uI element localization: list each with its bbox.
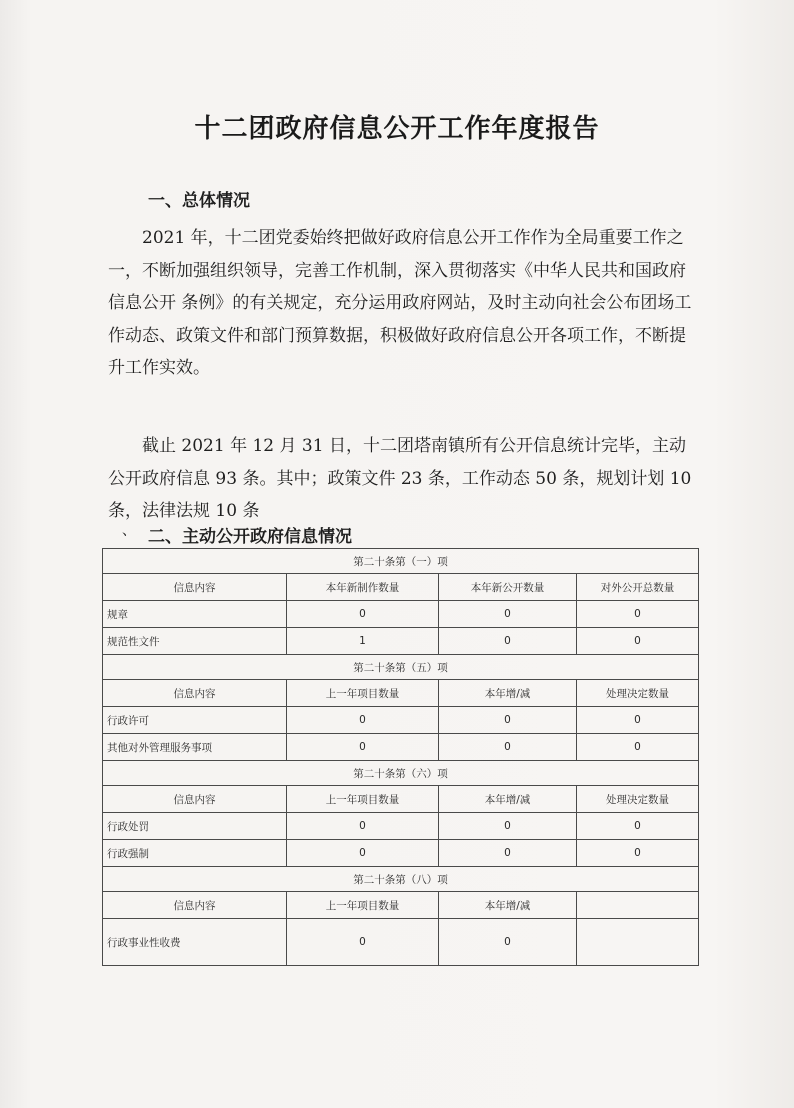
row-label-cell: 行政事业性收费	[103, 919, 287, 966]
value-cell: 0	[439, 840, 577, 867]
overview-paragraph-2-text: 截止 2021 年 12 月 31 日，十二团塔南镇所有公开信息统计完毕，主动公开政府信息 93 条。其中；政策文件 23 条，工作动态 50 条，规划计划 10 条，法律法规 10 条	[108, 436, 692, 521]
header-cell: 本年新公开数量	[439, 574, 577, 601]
header-cell: 处理决定数量	[577, 786, 699, 813]
value-cell: 0	[287, 601, 439, 628]
header-cell: 上一年项目数量	[287, 680, 439, 707]
table-header-row	[103, 574, 699, 601]
value-cell: 0	[577, 707, 699, 734]
value-cell: 0	[577, 628, 699, 655]
section-heading-overview: 一、总体情况	[148, 191, 250, 211]
value-cell	[577, 919, 699, 966]
value-cell: 0	[439, 734, 577, 761]
header-cell: 信息内容	[103, 574, 287, 601]
table-row	[103, 734, 699, 761]
header-cell: 对外公开总数量	[577, 574, 699, 601]
table-row	[103, 919, 699, 966]
table-section-row	[103, 761, 699, 786]
row-label-cell: 规章	[103, 601, 287, 628]
table-section-row	[103, 867, 699, 892]
value-cell: 0	[439, 601, 577, 628]
section-title-cell: 第二十条第（一）项	[103, 549, 699, 574]
header-cell: 信息内容	[103, 680, 287, 707]
value-cell: 0	[577, 601, 699, 628]
header-cell: 本年新制作数量	[287, 574, 439, 601]
table-row	[103, 840, 699, 867]
header-cell: 上一年项目数量	[287, 892, 439, 919]
table-header-row	[103, 680, 699, 707]
value-cell: 0	[287, 919, 439, 966]
row-label-cell: 行政处罚	[103, 813, 287, 840]
value-cell: 0	[287, 707, 439, 734]
overview-paragraph-1	[108, 222, 698, 385]
header-cell: 处理决定数量	[577, 680, 699, 707]
table-row	[103, 601, 699, 628]
value-cell: 0	[577, 840, 699, 867]
value-cell: 0	[577, 813, 699, 840]
table-section-row	[103, 549, 699, 574]
table-row	[103, 707, 699, 734]
section-title-cell: 第二十条第（八）项	[103, 867, 699, 892]
row-label-cell: 规范性文件	[103, 628, 287, 655]
value-cell: 0	[439, 813, 577, 840]
section-title-cell: 第二十条第（五）项	[103, 655, 699, 680]
disclosure-table	[102, 548, 699, 966]
table-header-row	[103, 892, 699, 919]
value-cell: 0	[439, 628, 577, 655]
header-cell: 信息内容	[103, 786, 287, 813]
table-header-row	[103, 786, 699, 813]
section-heading-disclosure: 二、主动公开政府信息情况	[148, 527, 352, 547]
value-cell: 0	[439, 707, 577, 734]
header-cell: 本年增/减	[439, 892, 577, 919]
table-row	[103, 628, 699, 655]
value-cell: 0	[287, 734, 439, 761]
overview-paragraph-1-text: 2021 年，十二团党委始终把做好政府信息公开工作作为全局重要工作之一，不断加强组织领导，完善工作机制，深入贯彻落实《中华人民共和国政府信息公开 条例》的有关规定，充分运用政府网站，及时主动向社会公布团场工作动态、政策文件和部门预算数据，积极做好政府信息公开各项工作，不断提升工作实效。	[108, 228, 692, 378]
value-cell: 0	[439, 919, 577, 966]
bullet-mark: 、	[122, 523, 136, 539]
row-label-cell: 其他对外管理服务事项	[103, 734, 287, 761]
overview-paragraph-2	[108, 430, 698, 528]
row-label-cell: 行政许可	[103, 707, 287, 734]
header-cell: 上一年项目数量	[287, 786, 439, 813]
table-section-row	[103, 655, 699, 680]
row-label-cell: 行政强制	[103, 840, 287, 867]
value-cell: 0	[287, 813, 439, 840]
header-cell	[577, 892, 699, 919]
header-cell: 本年增/减	[439, 680, 577, 707]
header-cell: 信息内容	[103, 892, 287, 919]
value-cell: 0	[577, 734, 699, 761]
header-cell: 本年增/减	[439, 786, 577, 813]
value-cell: 1	[287, 628, 439, 655]
table-row	[103, 813, 699, 840]
report-title: 十二团政府信息公开工作年度报告	[194, 114, 600, 144]
value-cell: 0	[287, 840, 439, 867]
section-title-cell: 第二十条第（六）项	[103, 761, 699, 786]
